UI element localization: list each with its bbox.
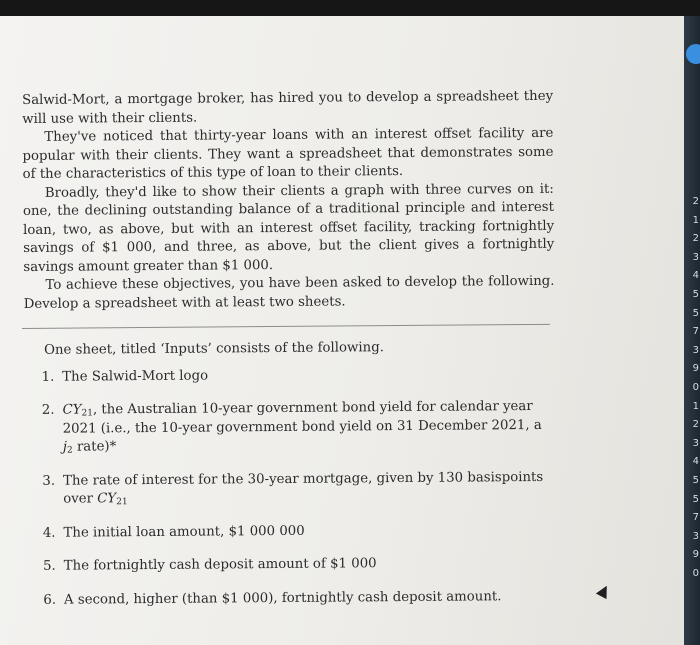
- edge-digit: 5: [692, 493, 699, 505]
- j-symbol: j: [62, 439, 68, 455]
- edge-circle-icon: [686, 44, 700, 64]
- inputs-list: [22, 364, 555, 610]
- edge-digit: 2: [692, 233, 699, 245]
- intro-text: [22, 88, 555, 314]
- edge-digit: 2: [692, 419, 699, 431]
- intro-paragraph-4: To achieve these objectives, you have been asked to develop the following. Develop a spreadsheet with at least two sheets.: [23, 273, 555, 312]
- list-item: 6. A second, higher (than $1 000), fortnightly cash deposit amount.: [43, 588, 502, 608]
- edge-digit: 4: [692, 456, 699, 468]
- top-dark-bar: [0, 0, 700, 16]
- edge-digit: 4: [692, 270, 699, 282]
- edge-digit: 3: [692, 437, 699, 449]
- edge-digit: 5: [692, 307, 699, 319]
- cy-symbol: CY: [97, 491, 117, 507]
- background-window-edge: [684, 16, 700, 645]
- edge-digit: 3: [692, 530, 699, 542]
- inputs-sheet-lead: One sheet, titled ‘Inputs’ consists of the following.: [44, 340, 384, 358]
- list-item: 1. The Salwid-Mort logo: [41, 368, 209, 385]
- edge-digit: 3: [692, 344, 699, 356]
- list-item: 2. $CY_{21}$, the Australian 10-year government bond yield for calendar year 2021 (i.e., the 10-year government bond yield on 31 December 2021, a $j_2$ rate)*: [41, 398, 542, 456]
- edge-digit: 9: [692, 363, 699, 375]
- intro-paragraph-3: Broadly, they'd like to show their clients a graph with three curves on it: one, the declining outstanding balance of a traditional principle and interest loan, two, as above, but with an interest offset facility, tracking fortnightly savings of $1 000, and three, as above, but the client gives a fortnightly savings amount greater than $1 000.: [22, 181, 555, 275]
- edge-digit: 1: [692, 214, 699, 226]
- intro-paragraph-1: Salwid-Mort, a mortgage broker, has hired you to develop a spreadsheet they will use with their clients.: [22, 88, 554, 127]
- edge-digit: 0: [692, 382, 699, 393]
- list-item: 5. The fortnightly cash deposit amount of $1 000: [43, 556, 377, 574]
- edge-digit: 7: [692, 512, 699, 524]
- edge-digit: 9: [692, 549, 699, 561]
- edge-digit: 5: [692, 289, 699, 300]
- intro-paragraph-2: They've noticed that thirty-year loans with an interest offset facility are popular with their clients. They want a spreadsheet that demonstrates some of the characteristics of this type of loan to their clients.: [22, 125, 554, 182]
- edge-digit: 5: [692, 475, 699, 486]
- edge-digit: 1: [692, 400, 699, 412]
- cy-symbol: CY: [62, 402, 82, 418]
- edge-digit: 7: [692, 326, 699, 338]
- edge-digit: 3: [692, 251, 699, 263]
- edge-digit: 0: [692, 568, 699, 579]
- list-item: 4. The initial loan amount, $1 000 000: [42, 523, 305, 541]
- edge-digit: 2: [692, 196, 699, 207]
- list-item: 3. The rate of interest for the 30-year mortgage, given by 130 basispoints over $CY_{21}$: [42, 469, 544, 508]
- inputs-sheet-section: [22, 338, 555, 625]
